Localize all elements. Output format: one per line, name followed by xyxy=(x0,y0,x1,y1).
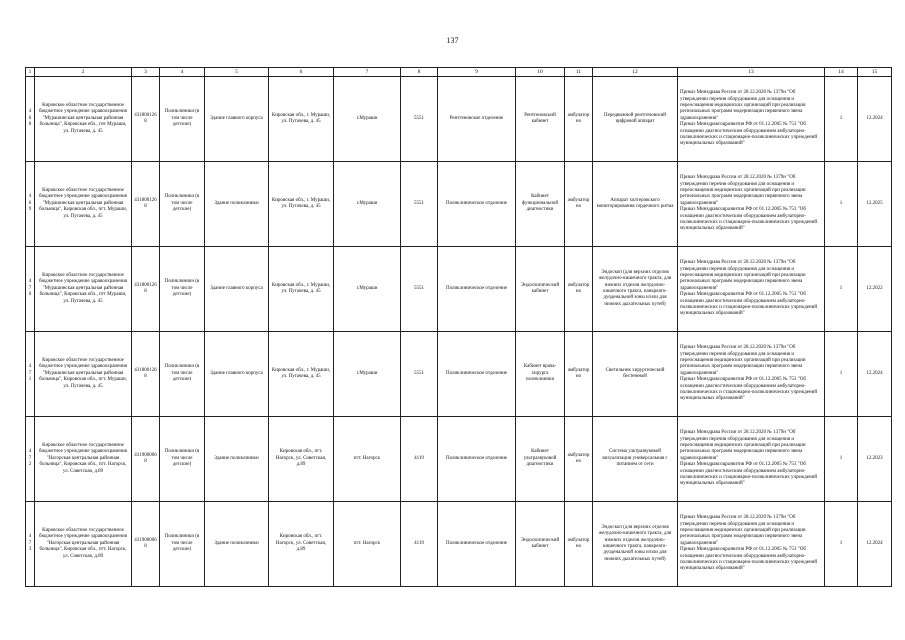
page-number: 137 xyxy=(446,36,459,45)
address-cell: Кировская обл., г. Мураши, ул. Пугачева, д. 45 xyxy=(269,332,334,417)
column-number: 13 xyxy=(678,68,825,77)
quantity-cell: 1 xyxy=(825,502,858,587)
table-row xyxy=(26,502,892,587)
care-condition-cell: амбулаторно xyxy=(565,417,593,502)
column-number: 7 xyxy=(334,68,401,77)
table-row xyxy=(26,77,892,162)
column-number: 2 xyxy=(35,68,132,77)
department-cell: Поликлиническое отделение xyxy=(438,162,516,247)
legal-basis-cell: Приказ Минздрава России от 28.12.2020 № 1379н "Об утверждении перечня оборудования для оснащения и переоснащения медицинских организаций при реализации региональных программ модернизации первичного звена здравоохранения" Приказ Минздравсоцразвития РФ от 01.12.2005 № 753 "Об оснащении диагностическим оборудованием амбулаторно-поликлинических и стационарно-поликлинических учреждений муниципальных образований" xyxy=(678,502,825,587)
row-number-cell: 471 xyxy=(26,332,35,417)
address-cell: Кировская обл., пгт. Нагорск, ул. Советская, д.89 xyxy=(269,502,334,587)
date-cell: 12.2025 xyxy=(858,162,892,247)
column-number: 10 xyxy=(516,68,565,77)
row-number-cell: 468 xyxy=(26,77,35,162)
care-type-cell: Поликлиники (в том числе детские) xyxy=(160,162,205,247)
date-cell: 12.2022 xyxy=(858,247,892,332)
equipment-table xyxy=(25,67,892,587)
date-cell: 12.2023 xyxy=(858,417,892,502)
legal-basis-cell: Приказ Минздрава России от 28.12.2020 № 1379н "Об утверждении перечня оборудования для оснащения и переоснащения медицинских организаций при реализации региональных программ модернизации первичного звена здравоохранения" Приказ Минздравсоцразвития РФ от 01.12.2005 № 753 "Об оснащении диагностическим оборудованием амбулаторно-поликлинических и стационарно-поликлинических учреждений муниципальных образований" xyxy=(678,417,825,502)
department-cell: Поликлиническое отделение xyxy=(438,332,516,417)
legal-basis-cell: Приказ Минздрава России от 28.12.2020 № 1379н "Об утверждении перечня оборудования для оснащения и переоснащения медицинских организаций при реализации региональных программ модернизации первичного звена здравоохранения" Приказ Минздравсоцразвития РФ от 01.12.2005 № 753 "Об оснащении диагностическим оборудованием амбулаторно-поликлинических и стационарно-поликлинических учреждений муниципальных образований" xyxy=(678,332,825,417)
equipment-cell: Аппарат холтеровского мониторирования сердечного ритма xyxy=(593,162,678,247)
settlement-cell: г.Мураши xyxy=(334,332,401,417)
code-cell: 4318001268 xyxy=(132,247,160,332)
organization-cell: Кировское областное государственное бюджетное учреждение здравоохранения "Мурашинская центральная районная больница", Кировская обл., пгт. Мураши, ул. Пугачева, д. 45 xyxy=(35,162,132,247)
row-number-cell: 470 xyxy=(26,247,35,332)
settlement-cell: пгт. Нагорск xyxy=(334,502,401,587)
address-cell: Кировская обл., г. Мураши, ул. Пугачева, д. 45 xyxy=(269,162,334,247)
column-number: 1 xyxy=(26,68,35,77)
table-row xyxy=(26,162,892,247)
equipment-cell: Эндоскоп (для верхних отделов желудочно-кишечного тракта, для нижних отделов желудочно-кишечного тракта, панкреато-дуоденальной зоны и/или для нижних дыхательных путей) xyxy=(593,247,678,332)
cabinet-cell: Рентгеновский кабинет xyxy=(516,77,565,162)
oktmo-cell: 5551 xyxy=(401,247,438,332)
care-condition-cell: амбулаторно xyxy=(565,502,593,587)
care-type-cell: Поликлиники (в том числе детские) xyxy=(160,502,205,587)
care-type-cell: Поликлиники (в том числе детские) xyxy=(160,247,205,332)
department-cell: Поликлиническое отделение xyxy=(438,247,516,332)
address-cell: Кировская обл., г. Мураши, ул. Пугачева, д. 45 xyxy=(269,77,334,162)
organization-cell: Кировское областное государственное бюджетное учреждение здравоохранения "Мурашинская центральная районная больница", Кировская обл., пгт. Мураши, ул. Пугачева, д. 45 xyxy=(35,332,132,417)
oktmo-cell: 5551 xyxy=(401,77,438,162)
date-cell: 12.2024 xyxy=(858,502,892,587)
column-number: 4 xyxy=(160,68,205,77)
table-body xyxy=(26,68,892,587)
organization-cell: Кировское областное государственное бюджетное учреждение здравоохранения "Нагорская центральная районная больница", Кировская обл., пгт. Нагорск, ул. Советская, д.89 xyxy=(35,502,132,587)
legal-basis-cell: Приказ Минздрава России от 28.12.2020 № 1379н "Об утверждении перечня оборудования для оснащения и переоснащения медицинских организаций при реализации региональных программ модернизации первичного звена здравоохранения" Приказ Минздравсоцразвития РФ от 01.12.2005 № 753 "Об оснащении диагностическим оборудованием амбулаторно-поликлинических и стационарно-поликлинических учреждений муниципальных образований" xyxy=(678,162,825,247)
row-number-cell: 472 xyxy=(26,417,35,502)
code-cell: 4319000068 xyxy=(132,502,160,587)
cabinet-cell: Кабинет ультразвуковой диагностики xyxy=(516,417,565,502)
care-type-cell: Поликлиники (в том числе детские) xyxy=(160,417,205,502)
settlement-cell: г.Мураши xyxy=(334,247,401,332)
oktmo-cell: 4119 xyxy=(401,502,438,587)
code-cell: 4318001268 xyxy=(132,332,160,417)
column-number: 8 xyxy=(401,68,438,77)
quantity-cell: 1 xyxy=(825,417,858,502)
building-cell: Здание главного корпуса xyxy=(205,332,269,417)
care-condition-cell: амбулаторно xyxy=(565,162,593,247)
care-condition-cell: амбулаторно xyxy=(565,332,593,417)
care-condition-cell: амбулаторно xyxy=(565,247,593,332)
address-cell: Кировская обл., пгт. Нагорск, ул. Советская, д.89 xyxy=(269,417,334,502)
cabinet-cell: Кабинет врача-хирурга поликлиники xyxy=(516,332,565,417)
equipment-cell: Эндоскоп (для верхних отделов желудочно-кишечного тракта, для нижних отделов желудочно-кишечного тракта, панкреато-дуоденальной зоны и/или для нижних дыхательных путей) xyxy=(593,502,678,587)
settlement-cell: г.Мураши xyxy=(334,162,401,247)
organization-cell: Кировское областное государственное бюджетное учреждение здравоохранения "Нагорская центральная районная больница", Кировская обл., пгт. Нагорск, ул. Советская, д.89 xyxy=(35,417,132,502)
code-cell: 4319000068 xyxy=(132,417,160,502)
quantity-cell: 1 xyxy=(825,162,858,247)
building-cell: Здание поликлиники xyxy=(205,162,269,247)
quantity-cell: 1 xyxy=(825,77,858,162)
department-cell: Рентгеновское отделение xyxy=(438,77,516,162)
quantity-cell: 1 xyxy=(825,247,858,332)
equipment-cell: Передвижной рентгеновский цифровой аппарат xyxy=(593,77,678,162)
column-number-row xyxy=(26,68,892,77)
column-number: 5 xyxy=(205,68,269,77)
building-cell: Здание главного корпуса xyxy=(205,77,269,162)
column-number: 6 xyxy=(269,68,334,77)
column-number: 11 xyxy=(565,68,593,77)
oktmo-cell: 4119 xyxy=(401,417,438,502)
table-row xyxy=(26,417,892,502)
department-cell: Поликлиническое отделение xyxy=(438,502,516,587)
building-cell: Здание главного корпуса xyxy=(205,247,269,332)
quantity-cell: 1 xyxy=(825,332,858,417)
code-cell: 4318001268 xyxy=(132,162,160,247)
cabinet-cell: Эндоскопический кабинет xyxy=(516,502,565,587)
column-number: 12 xyxy=(593,68,678,77)
building-cell: Здание поликлиники xyxy=(205,502,269,587)
equipment-cell: Система ультразвуковой визуализации универсальная с питанием от сети xyxy=(593,417,678,502)
organization-cell: Кировское областное государственное бюджетное учреждение здравоохранения "Мурашинская центральная районная больница", Кировская обл., пгт Мураши, ул. Пугачева, д. 45 xyxy=(35,247,132,332)
address-cell: Кировская обл., г. Мураши, ул. Пугачева, д. 45 xyxy=(269,247,334,332)
oktmo-cell: 5551 xyxy=(401,332,438,417)
cabinet-cell: Кабинет функциональной диагностики xyxy=(516,162,565,247)
building-cell: Здание поликлиники xyxy=(205,417,269,502)
column-number: 9 xyxy=(438,68,516,77)
table-row xyxy=(26,332,892,417)
settlement-cell: г.Мураши xyxy=(334,77,401,162)
table-row xyxy=(26,247,892,332)
code-cell: 4318001268 xyxy=(132,77,160,162)
legal-basis-cell: Приказ Минздрава России от 28.12.2020 № 1379н "Об утверждении перечня оборудования для оснащения и переоснащения медицинских организаций при реализации региональных программ модернизации первичного звена здравоохранения" Приказ Минздравсоцразвития РФ от 01.12.2005 № 753 "Об оснащении диагностическим оборудованием амбулаторно-поликлинических и стационарно-поликлинических учреждений муниципальных образований" xyxy=(678,247,825,332)
column-number: 15 xyxy=(858,68,892,77)
department-cell: Поликлиническое отделение xyxy=(438,417,516,502)
care-type-cell: Поликлиники (в том числе детские) xyxy=(160,77,205,162)
care-type-cell: Поликлиники (в том числе детские) xyxy=(160,332,205,417)
date-cell: 12.2024 xyxy=(858,77,892,162)
legal-basis-cell: Приказ Минздрава России от 28.12.2020 № 1379н "Об утверждении перечня оборудования для оснащения и переоснащения медицинских организаций при реализации региональных программ модернизации первичного звена здравоохранения" Приказ Минздравсоцразвития РФ от 01.12.2005 № 753 "Об оснащении диагностическим оборудованием амбулаторно-поликлинических и стационарно-поликлинических учреждений муниципальных образований" xyxy=(678,77,825,162)
equipment-cell: Светильник хирургический бестеневой xyxy=(593,332,678,417)
oktmo-cell: 5551 xyxy=(401,162,438,247)
date-cell: 12.2024 xyxy=(858,332,892,417)
care-condition-cell: амбулаторно xyxy=(565,77,593,162)
organization-cell: Кировское областное государственное бюджетное учреждение здравоохранения "Мурашинская центральная районная больница", Кировская обл., гнт Мураши, ул. Пугачева, д. 45 xyxy=(35,77,132,162)
settlement-cell: пгт. Нагорск xyxy=(334,417,401,502)
column-number: 14 xyxy=(825,68,858,77)
row-number-cell: 473 xyxy=(26,502,35,587)
column-number: 3 xyxy=(132,68,160,77)
cabinet-cell: Эндоскопический кабинет xyxy=(516,247,565,332)
row-number-cell: 469 xyxy=(26,162,35,247)
